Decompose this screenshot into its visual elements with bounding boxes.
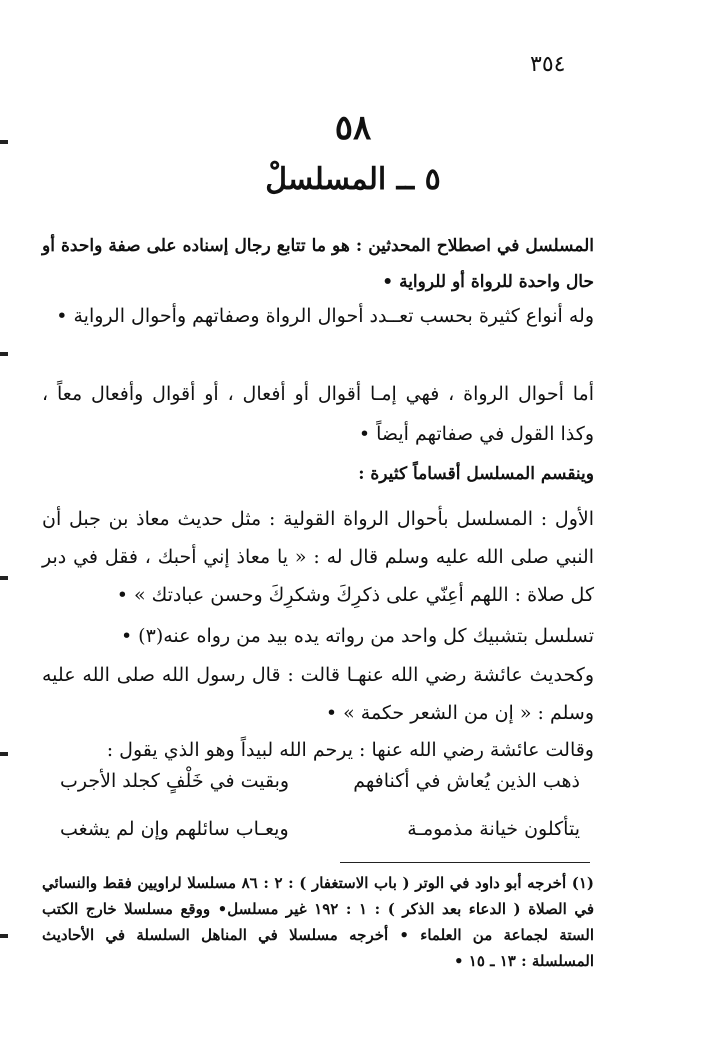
- definition-paragraph: المسلسل في اصطلاح المحدثين : هو ما تتابع رجال إسناده على صفة واحدة أو حال واحدة للرواة أو للرواية •: [42, 236, 594, 292]
- paragraph-aisha-labid: وقالت عائشة رضي الله عنها : يرحم الله لبيداً وهو الذي يقول :: [106, 739, 594, 761]
- subheading-divisions: وينقسم المسلسل أقساماً كثيرة :: [358, 464, 594, 484]
- section-title: ٥ ــ المسلسلْ: [265, 162, 441, 197]
- scan-edge-mark: [0, 934, 8, 938]
- chapter-number: ٥٨: [334, 108, 372, 148]
- footnote: (١) أخرجه أبو داود في الوتر ( باب الاستغفار ) : ٢ : ٨٦ مسلسلا لراويين فقط والنسائي في الصلاة ( الدعاء بعد الذكر ) : ١ : ١٩٢ غير مسلسل• ووقع مسلسلا خارج الكتب الستة لجماعة من العلماء • أخرجه مسلسلا في المناهل السلسلة في الأحاديث المسلسلة : ١٣ ـ ١٥ •: [42, 874, 595, 970]
- footnote-divider: [340, 862, 590, 863]
- paragraph-aisha-hadith: وكحديث عائشة رضي الله عنهـا قالت : قال رسول الله صلى الله عليه وسلم : « إن من الشعر حكمة » •: [42, 664, 594, 724]
- paragraph-hand-clasp: تسلسل بتشبيك كل واحد من رواته يده بيد من رواه عنه(٣) •: [120, 625, 594, 647]
- verse-first-hemistich: يتأكلون خيانة مذمومـة: [407, 818, 580, 840]
- page-number: ٣٥٤: [530, 52, 566, 77]
- verse-second-hemistich: ويعـاب سائلهم وإن لم يشغب: [60, 818, 289, 840]
- paragraph-first-type: الأول : المسلسل بأحوال الرواة القولية : مثل حديث معاذ بن جبل أن النبي صلى الله عليه وسلم قال له : « يا معاذ إني أحبك ، فقل في دبر كل صلاة : اللهم أعِنّي على ذكرِكَ وشكرِكَ وحسن عبادتك » •: [42, 508, 594, 606]
- poem-verse: [60, 770, 580, 810]
- verse-first-hemistich: ذهب الذين يُعاش في أكنافهم: [353, 770, 580, 792]
- paragraph-narrator-states: أما أحوال الرواة ، فهي إمـا أقوال أو أفعال ، أو أقوال وأفعال معاً ، وكذا القول في صفاتهم أيضاً •: [42, 383, 594, 445]
- scan-edge-mark: [0, 752, 8, 756]
- verse-second-hemistich: وبقيت في خَلْفٍ كجلد الأجرب: [60, 770, 290, 792]
- scan-edge-mark: [0, 140, 8, 144]
- paragraph-types: وله أنواع كثيرة بحسب تعــدد أحوال الرواة وصفاتهم وأحوال الرواية •: [56, 305, 594, 327]
- scan-edge-mark: [0, 352, 8, 356]
- poem-verse: [60, 818, 580, 858]
- scan-edge-mark: [0, 576, 8, 580]
